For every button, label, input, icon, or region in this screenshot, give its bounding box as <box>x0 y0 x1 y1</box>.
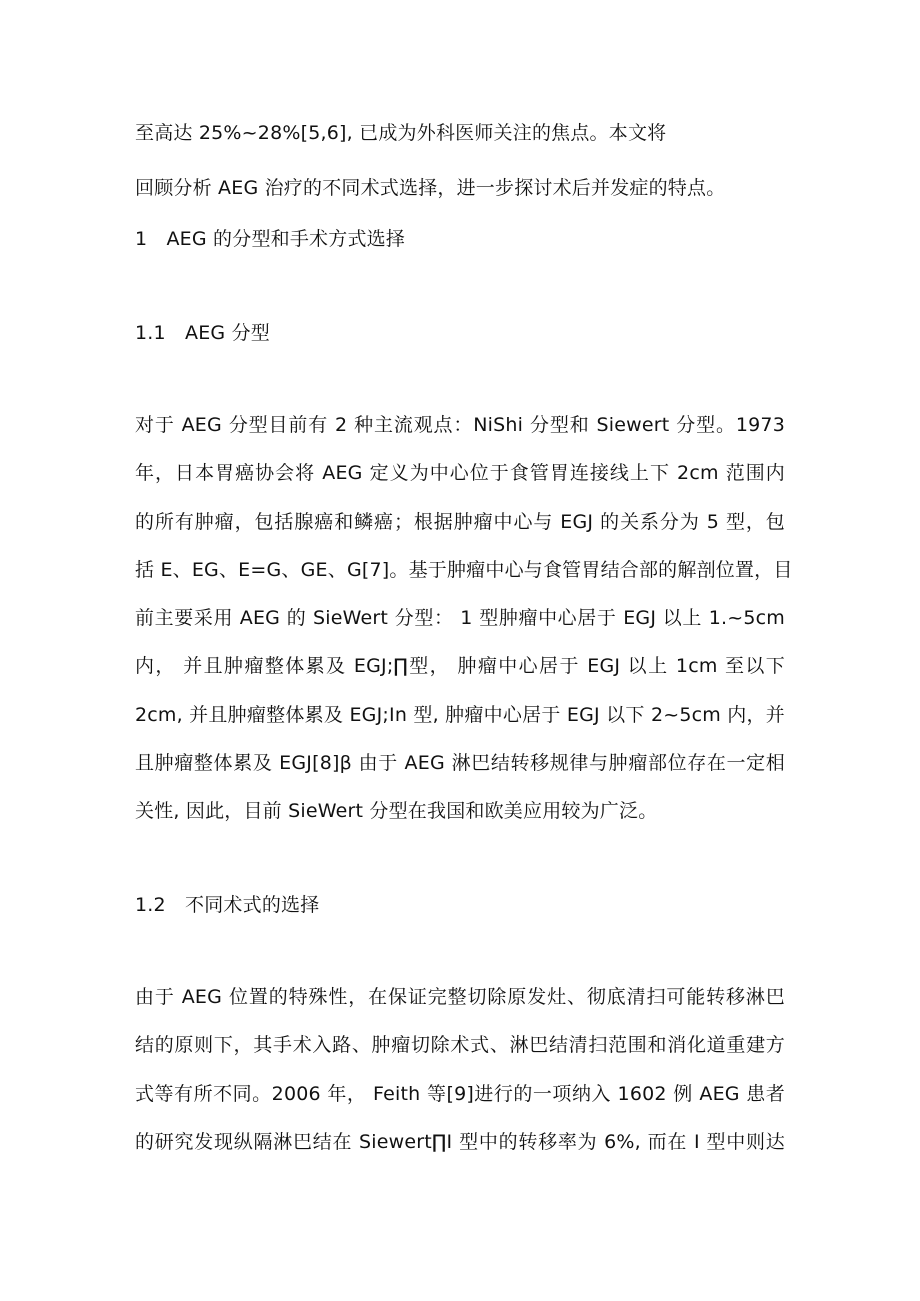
paragraph-line: 结的原则下，其手术入路、肿瘤切除术式、淋巴结清扫范围和消化道重建方 <box>135 1034 785 1056</box>
paragraph-line: 关性, 因此，目前 SieWert 分型在我国和欧美应用较为广泛。 <box>135 800 658 822</box>
paragraph-line: 回顾分析 AEG 治疗的不同术式选择，进一步探讨术后并发症的特点。 <box>135 177 726 199</box>
paragraph-line: 括 E、EG、E=G、GE、G[7]。基于肿瘤中心与食管胃结合部的解剖位置，目 <box>135 559 793 581</box>
subsection-heading: 1.2 不同术式的选择 <box>135 894 320 916</box>
paragraph-line: 且肿瘤整体累及 EGJ[8]β 由于 AEG 淋巴结转移规律与肿瘤部位存在一定相 <box>135 752 785 774</box>
section-heading: 1 AEG 的分型和手术方式选择 <box>135 228 406 250</box>
paragraph-line: 的所有肿瘤，包括腺癌和鳞癌；根据肿瘤中心与 EGJ 的关系分为 5 型，包 <box>135 511 785 533</box>
paragraph-line: 至高达 25%~28%[5,6], 已成为外科医师关注的焦点。本文将 <box>135 122 667 144</box>
paragraph-line: 由于 AEG 位置的特殊性，在保证完整切除原发灶、彻底清扫可能转移淋巴 <box>135 986 785 1008</box>
paragraph-line: 对于 AEG 分型目前有 2 种主流观点：NiShi 分型和 Siewert 分型。1973 <box>135 414 785 436</box>
paragraph-line: 式等有所不同。2006 年， Feith 等[9]进行的一项纳入 1602 例 AEG 患者 <box>135 1083 785 1105</box>
paragraph-line: 2cm, 并且肿瘤整体累及 EGJ;In 型, 肿瘤中心居于 EGJ 以下 2~5cm 内，并 <box>135 704 785 726</box>
subsection-heading: 1.1 AEG 分型 <box>135 322 270 344</box>
paragraph-line: 前主要采用 AEG 的 SieWert 分型： 1 型肿瘤中心居于 EGJ 以上 1.~5cm <box>135 607 785 629</box>
paragraph-line: 年，日本胃癌协会将 AEG 定义为中心位于食管胃连接线上下 2cm 范围内 <box>135 462 785 484</box>
paragraph-line: 内， 并且肿瘤整体累及 EGJ;∏型， 肿瘤中心居于 EGJ 以上 1cm 至以下 <box>135 655 785 677</box>
paragraph-line: 的研究发现纵隔淋巴结在 Siewert∏I 型中的转移率为 6%, 而在 I 型中则达 <box>135 1131 785 1153</box>
